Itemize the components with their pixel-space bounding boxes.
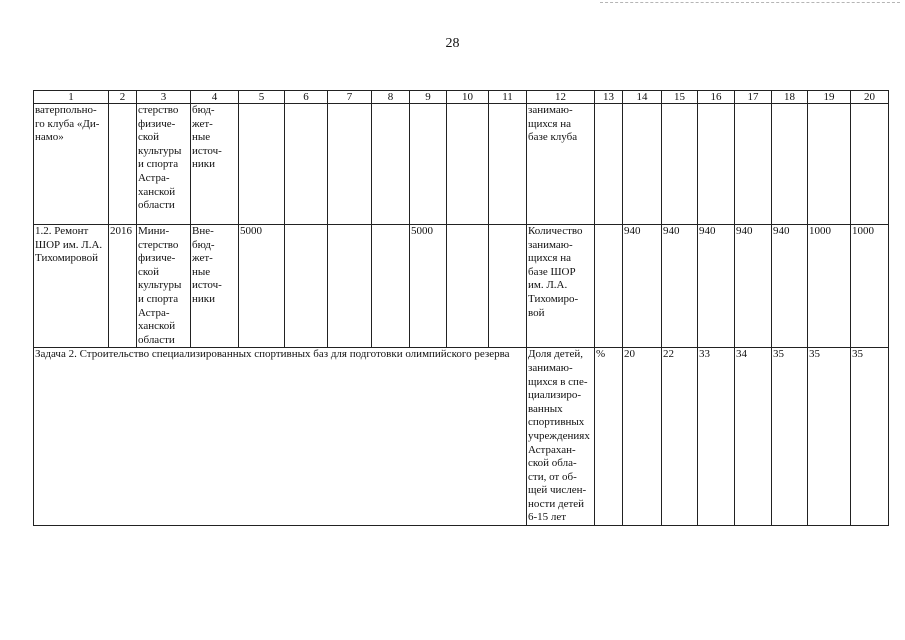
column-header-19: 19 — [808, 91, 851, 104]
value-cell-10 — [447, 225, 489, 348]
value-cell-14: 940 — [623, 225, 662, 348]
column-header-4: 4 — [191, 91, 239, 104]
value-cell-7 — [328, 225, 372, 348]
value-cell-11 — [489, 104, 527, 225]
column-header-13: 13 — [595, 91, 623, 104]
unit-cell — [595, 104, 623, 225]
indicator-cell: Доля детей, занимаю- щихся в спе- циализиро- ванных спортивных учреждениях Астрахан- ской обла- сти, от об- щей числен- ности детей 6-15 лет — [527, 348, 595, 526]
value-cell-19: 1000 — [808, 225, 851, 348]
table-row-task-2 — [34, 348, 889, 526]
task-title-cell: Задача 2. Строительство специализированных спортивных баз для подготовки олимпийского резерва — [34, 348, 527, 526]
column-header-12: 12 — [527, 91, 595, 104]
value-cell-18: 940 — [772, 225, 808, 348]
value-cell-5 — [239, 104, 285, 225]
value-cell-10 — [447, 104, 489, 225]
value-cell-20: 35 — [851, 348, 889, 526]
value-cell-16: 940 — [698, 225, 735, 348]
column-header-7: 7 — [328, 91, 372, 104]
column-header-14: 14 — [623, 91, 662, 104]
column-header-9: 9 — [410, 91, 447, 104]
value-cell-19 — [808, 104, 851, 225]
year-cell: 2016 — [109, 225, 137, 348]
table-row-continuation — [34, 104, 889, 225]
column-header-17: 17 — [735, 91, 772, 104]
value-cell-15: 940 — [662, 225, 698, 348]
value-cell-5: 5000 — [239, 225, 285, 348]
column-header-20: 20 — [851, 91, 889, 104]
value-cell-7 — [328, 104, 372, 225]
column-header-6: 6 — [285, 91, 328, 104]
unit-cell — [595, 225, 623, 348]
event-name-cell: ватерпольно- го клуба «Ди- намо» — [34, 104, 109, 225]
value-cell-15: 22 — [662, 348, 698, 526]
indicator-cell: Количество занимаю- щихся на базе ШОР им. Л.А. Тихомиро- вой — [527, 225, 595, 348]
header-row — [34, 91, 889, 104]
value-cell-20: 1000 — [851, 225, 889, 348]
column-header-15: 15 — [662, 91, 698, 104]
column-header-10: 10 — [447, 91, 489, 104]
value-cell-8 — [372, 104, 410, 225]
value-cell-6 — [285, 104, 328, 225]
column-header-3: 3 — [137, 91, 191, 104]
column-header-16: 16 — [698, 91, 735, 104]
value-cell-8 — [372, 225, 410, 348]
column-header-8: 8 — [372, 91, 410, 104]
value-cell-15 — [662, 104, 698, 225]
funding-source-cell: бюд- жет- ные источ- ники — [191, 104, 239, 225]
page-number: 28 — [445, 36, 460, 51]
value-cell-9: 5000 — [410, 225, 447, 348]
value-cell-14: 20 — [623, 348, 662, 526]
value-cell-18 — [772, 104, 808, 225]
column-header-1: 1 — [34, 91, 109, 104]
indicator-table — [33, 90, 889, 526]
column-header-2: 2 — [109, 91, 137, 104]
event-name-cell: 1.2. Ремонт ШОР им. Л.А. Тихомировой — [34, 225, 109, 348]
value-cell-16 — [698, 104, 735, 225]
funding-source-cell: Вне- бюд- жет- ные источ- ники — [191, 225, 239, 348]
value-cell-11 — [489, 225, 527, 348]
year-cell — [109, 104, 137, 225]
column-header-18: 18 — [772, 91, 808, 104]
value-cell-6 — [285, 225, 328, 348]
executor-cell: стерство физиче- ской культуры и спорта Астра- ханской области — [137, 104, 191, 225]
unit-cell: % — [595, 348, 623, 526]
value-cell-17 — [735, 104, 772, 225]
executor-cell: Мини- стерство физиче- ской культуры и спорта Астра- ханской области — [137, 225, 191, 348]
value-cell-17: 34 — [735, 348, 772, 526]
value-cell-18: 35 — [772, 348, 808, 526]
value-cell-20 — [851, 104, 889, 225]
scan-edge-line — [600, 2, 900, 3]
value-cell-16: 33 — [698, 348, 735, 526]
value-cell-19: 35 — [808, 348, 851, 526]
column-header-11: 11 — [489, 91, 527, 104]
indicator-cell: занимаю- щихся на базе клуба — [527, 104, 595, 225]
table-row-repair-shor — [34, 225, 889, 348]
value-cell-17: 940 — [735, 225, 772, 348]
column-header-5: 5 — [239, 91, 285, 104]
value-cell-14 — [623, 104, 662, 225]
value-cell-9 — [410, 104, 447, 225]
